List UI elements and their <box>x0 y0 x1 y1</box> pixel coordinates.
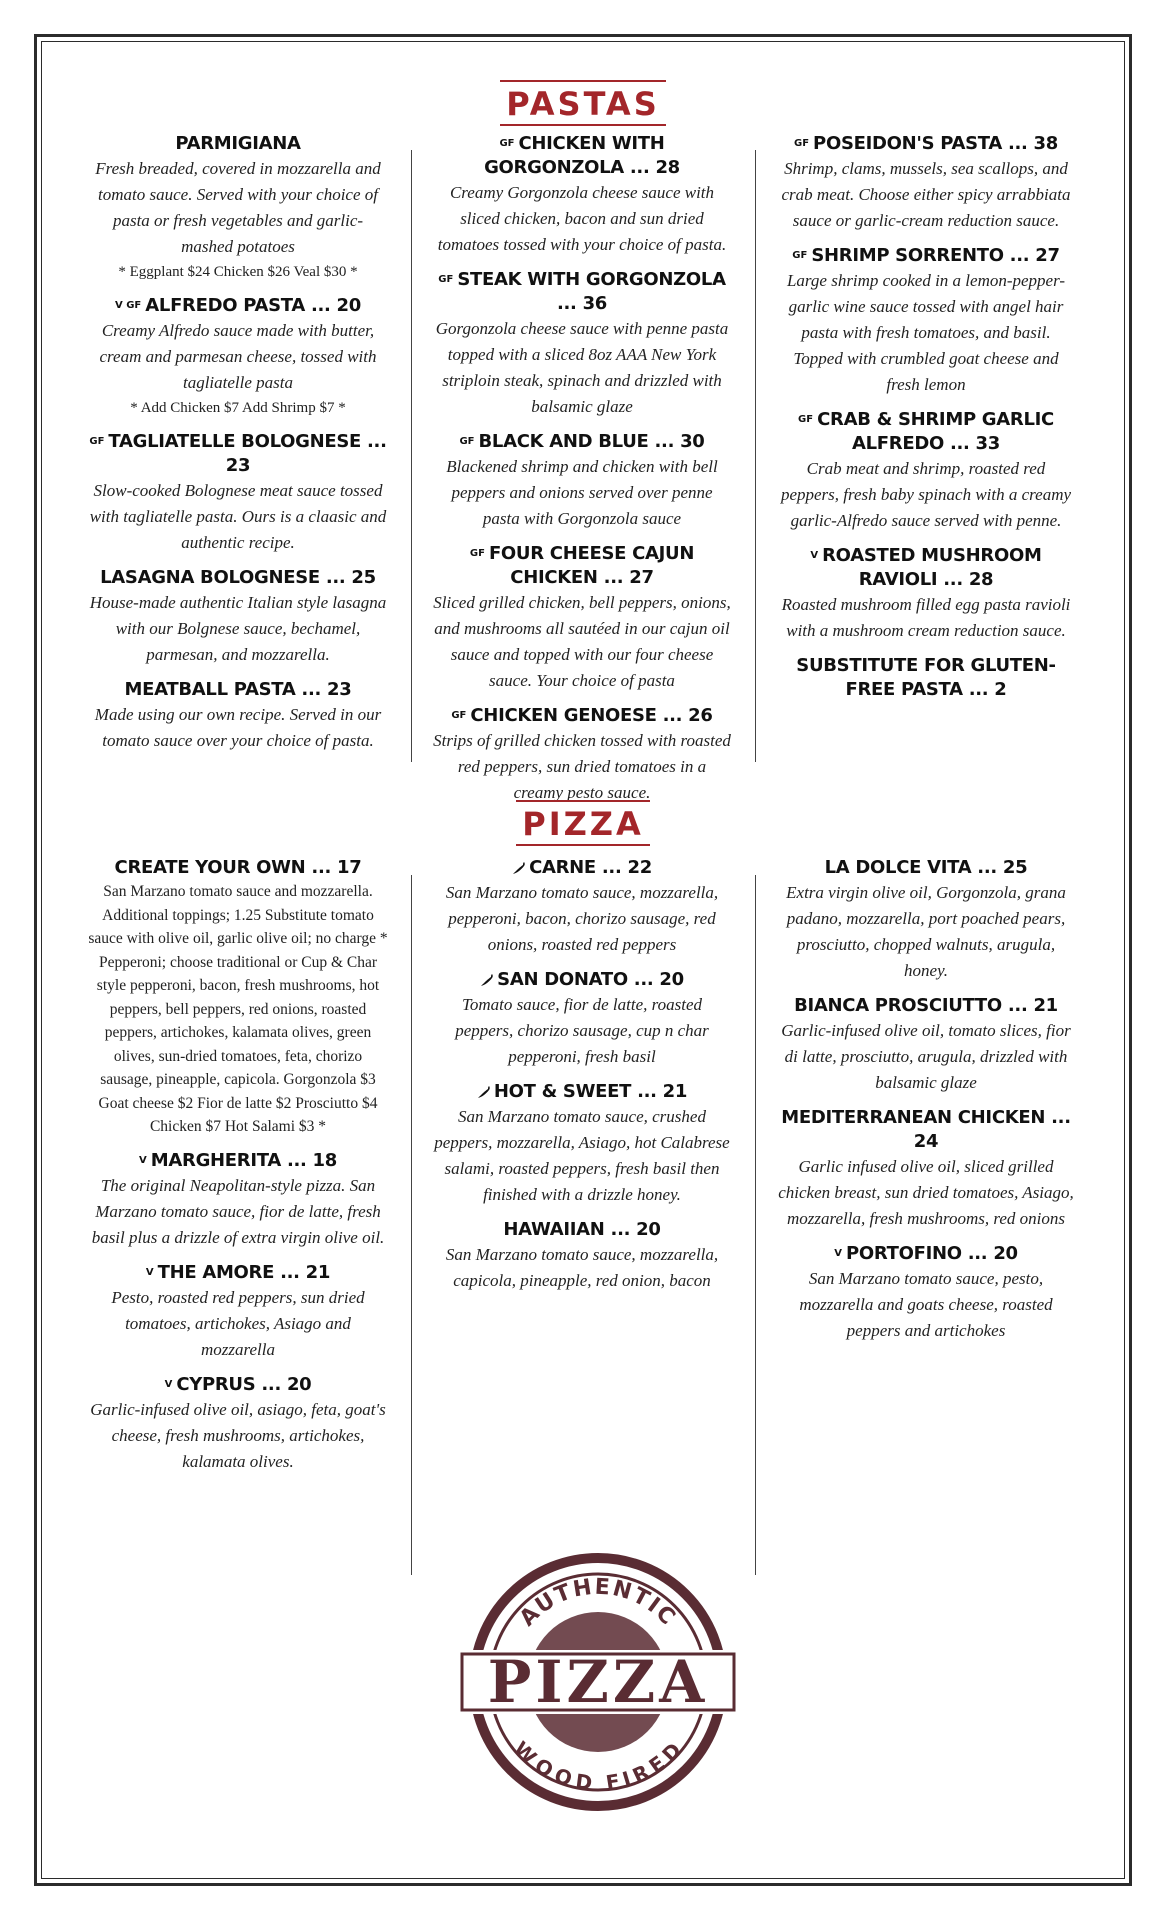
menu-item-title <box>776 408 1076 456</box>
menu-item-details: San Marzano tomato sauce and mozzarella. Additional toppings; 1.25 Substitute tomato sauce with olive oil, garlic olive oil; no charge * Pepperoni; choose traditional or Cup & Char style pepperoni, bacon, fresh mushrooms, hot peppers, bell peppers, red onions, roasted peppers, artichokes, kalamata olives, green olives, sun-dried tomatoes, feta, chorizo sausage, pineapple, capicola. Gorgonzola $3 Goat cheese $2 Fior de latte $2 Prosciutto $4 Chicken $7 Hot Salami $3 * <box>88 883 388 1135</box>
dietary-tag: GF <box>438 274 454 285</box>
dietary-tag: GF <box>798 414 814 425</box>
menu-item-name: MEDITERRANEAN CHICKEN ... 24 <box>781 1107 1071 1152</box>
menu-item-name: ALFREDO PASTA ... 20 <box>145 295 361 316</box>
menu-item-title <box>88 1261 388 1285</box>
column-divider <box>755 150 756 762</box>
pastas-column-3 <box>776 132 1076 712</box>
menu-item-description: The original Neapolitan-style pizza. San Marzano tomato sauce, fior de latte, fresh basil plus a drizzle of extra virgin olive oil. <box>91 1175 385 1247</box>
column-divider <box>755 875 756 1575</box>
menu-item-title <box>776 132 1076 156</box>
menu-item-title <box>432 542 732 590</box>
menu-item-title <box>776 856 1076 880</box>
dietary-tag: GF <box>89 436 105 447</box>
menu-item-title <box>432 268 732 316</box>
dietary-tag: GF <box>792 250 808 261</box>
menu-item-name: CHICKEN WITH GORGONZOLA ... 28 <box>484 133 680 178</box>
menu-item <box>88 1261 388 1363</box>
menu-item-name: THE AMORE ... 21 <box>157 1261 331 1283</box>
menu-item <box>88 1373 388 1475</box>
menu-item-title <box>88 1373 388 1397</box>
column-divider <box>411 875 412 1575</box>
menu-item <box>432 542 732 694</box>
menu-item-title <box>776 654 1076 702</box>
menu-item-description: Creamy Alfredo sauce made with butter, cream and parmesan cheese, tossed with tagliatelle pasta <box>99 321 377 392</box>
menu-item <box>432 132 732 258</box>
dietary-tag: V <box>145 1266 154 1278</box>
menu-item-title <box>776 544 1076 592</box>
menu-item-title <box>776 994 1076 1018</box>
menu-item-description: Extra virgin olive oil, Gorgonzola, grana padano, mozzarella, port poached pears, prosciutto, chopped walnuts, arugula, honey. <box>786 883 1066 980</box>
menu-item-description: Garlic infused olive oil, sliced grilled chicken breast, sun dried tomatoes, Asiago, mozzarella, fresh mushrooms, red onions <box>778 1157 1074 1228</box>
menu-item-name: HOT & SWEET ... 21 <box>493 1081 688 1102</box>
menu-item-name: CREATE YOUR OWN ... 17 <box>114 857 362 878</box>
menu-item-description: House-made authentic Italian style lasagna with our Bolgnese sauce, bechamel, parmesan, and mozzarella. <box>89 593 387 664</box>
pastas-heading: PASTAS <box>0 80 1166 126</box>
menu-item-title <box>776 1242 1076 1266</box>
menu-item-title <box>432 968 732 992</box>
menu-item-title <box>88 294 388 318</box>
menu-item-description: Pesto, roasted red peppers, sun dried tomatoes, artichokes, Asiago and mozzarella <box>111 1287 365 1359</box>
dietary-tag: GF <box>794 138 810 149</box>
menu-item <box>432 856 732 958</box>
menu-item-name: ROASTED MUSHROOM RAVIOLI ... 28 <box>822 545 1042 590</box>
menu-item-name: PORTOFINO ... 20 <box>845 1243 1018 1264</box>
menu-item <box>776 244 1076 398</box>
menu-item-description: Creamy Gorgonzola cheese sauce with sliced chicken, bacon and sun dried tomatoes tossed with your choice of pasta. <box>437 183 727 254</box>
menu-item-name: TAGLIATELLE BOLOGNESE ... 23 <box>108 431 387 476</box>
menu-item-note: * Add Chicken $7 Add Shrimp $7 * <box>130 400 346 416</box>
menu-item-name: SHRIMP SORRENTO ... 27 <box>811 245 1060 266</box>
menu-item-name: CYPRUS ... 20 <box>176 1373 312 1395</box>
menu-item-description: San Marzano tomato sauce, mozzarella, pepperoni, bacon, chorizo sausage, red onions, roasted red peppers <box>445 883 719 954</box>
menu-item-description: Shrimp, clams, mussels, sea scallops, and crab meat. Choose either spicy arrabbiata sauce or garlic-cream reduction sauce. <box>781 159 1071 230</box>
menu-item <box>432 1218 732 1294</box>
menu-item-description: San Marzano tomato sauce, pesto, mozzarella and goats cheese, roasted peppers and artichokes <box>799 1269 1053 1340</box>
menu-item <box>776 994 1076 1096</box>
menu-item-title <box>432 430 732 454</box>
menu-item <box>776 856 1076 984</box>
menu-item <box>432 1080 732 1208</box>
column-divider <box>411 150 412 762</box>
dietary-tag: V <box>139 1154 147 1166</box>
menu-item-name: FOUR CHEESE CAJUN CHICKEN ... 27 <box>488 543 695 588</box>
menu-item <box>88 294 388 420</box>
menu-item <box>88 430 388 556</box>
menu-item <box>88 678 388 754</box>
dietary-tag: GF <box>459 436 475 447</box>
pizza-column-2 <box>432 856 732 1304</box>
authentic-pizza-logo <box>448 1552 748 1812</box>
menu-item-title <box>88 566 388 590</box>
menu-item <box>432 430 732 532</box>
menu-item-note: * Eggplant $24 Chicken $26 Veal $30 * <box>118 264 358 280</box>
menu-item-title <box>432 1218 732 1242</box>
menu-item-description: Strips of grilled chicken tossed with roasted red peppers, sun dried tomatoes in a creamy pesto sauce. <box>433 731 731 802</box>
logo-top-text: AUTHENTIC <box>515 1574 681 1632</box>
menu-item-description: San Marzano tomato sauce, mozzarella, capicola, pineapple, red onion, bacon <box>445 1245 719 1290</box>
logo-main-text: PIZZA <box>487 1648 709 1716</box>
pizza-column-1 <box>88 856 388 1485</box>
menu-item-title <box>88 132 388 156</box>
dietary-tag: V <box>834 1248 842 1259</box>
menu-item <box>776 1106 1076 1232</box>
dietary-tag: GF <box>469 548 485 559</box>
menu-item-description: Large shrimp cooked in a lemon-pepper-garlic wine sauce tossed with angel hair pasta with fresh tomatoes, and basil. Topped with crumbled goat cheese and fresh lemon <box>786 271 1066 394</box>
pizza-column-3 <box>776 856 1076 1354</box>
menu-item-description: Sliced grilled chicken, bell peppers, onions, and mushrooms all sautéed in our cajun oil sauce and topped with our four cheese sauce. Your choice of pasta <box>433 593 731 690</box>
menu-item-name: MEATBALL PASTA ... 23 <box>124 679 352 700</box>
menu-item-name: BLACK AND BLUE ... 30 <box>478 431 705 452</box>
menu-item-title <box>432 132 732 180</box>
chili-pepper-icon <box>480 973 494 987</box>
menu-item <box>776 408 1076 534</box>
menu-item-name: POSEIDON'S PASTA ... 38 <box>813 133 1058 154</box>
menu-item-title <box>432 704 732 728</box>
menu-item-title <box>432 1080 732 1104</box>
menu-item-description: Gorgonzola cheese sauce with penne pasta topped with a sliced 8oz AAA New York striploin steak, spinach and drizzled with balsamic glaze <box>435 319 729 416</box>
menu-item-name: STEAK WITH GORGONZOLA ... 36 <box>457 269 726 314</box>
dietary-tag: GF <box>451 710 467 721</box>
menu-item-name: BIANCA PROSCIUTTO ... 21 <box>794 995 1058 1016</box>
pastas-column-2 <box>432 132 732 816</box>
menu-item-description: Tomato sauce, fior de latte, roasted peppers, chorizo sausage, cup n char pepperoni, fresh basil <box>455 995 709 1066</box>
menu-item-name: CRAB & SHRIMP GARLIC ALFREDO ... 33 <box>817 409 1054 454</box>
pizza-logo-icon <box>448 1552 748 1812</box>
menu-item-description: Made using our own recipe. Served in our tomato sauce over your choice of pasta. <box>94 705 382 750</box>
menu-item <box>88 132 388 284</box>
menu-item-title <box>88 1149 388 1173</box>
menu-item <box>432 704 732 806</box>
pizza-heading: PIZZA <box>0 800 1166 846</box>
menu-item-name: HAWAIIAN ... 20 <box>503 1219 661 1240</box>
menu-item-description: Garlic-infused olive oil, tomato slices, fior di latte, prosciutto, arugula, drizzled with balsamic glaze <box>781 1021 1071 1092</box>
menu-item-title <box>776 244 1076 268</box>
menu-item-description: Blackened shrimp and chicken with bell peppers and onions served over penne pasta with Gorgonzola sauce <box>446 457 718 528</box>
menu-item-name: LA DOLCE VITA ... 25 <box>824 857 1028 878</box>
chili-pepper-icon <box>477 1085 491 1099</box>
menu-item <box>432 268 732 420</box>
menu-item-name: LASAGNA BOLOGNESE ... 25 <box>100 567 376 588</box>
menu-item-title <box>432 856 732 880</box>
menu-item <box>432 968 732 1070</box>
menu-item <box>776 132 1076 234</box>
menu-item <box>776 544 1076 644</box>
menu-item-description: Roasted mushroom filled egg pasta ravioli with a mushroom cream reduction sauce. <box>781 595 1071 640</box>
menu-item-name: CARNE ... 22 <box>529 857 652 878</box>
menu-item-title <box>88 856 388 880</box>
menu-item-name: MARGHERITA ... 18 <box>150 1149 337 1171</box>
logo-bottom-text: WOOD FIRED <box>508 1736 688 1796</box>
menu-item-title <box>776 1106 1076 1154</box>
menu-item-name: SAN DONATO ... 20 <box>497 969 684 990</box>
menu-item-title <box>88 678 388 702</box>
menu-item-name: SUBSTITUTE FOR GLUTEN-FREE PASTA ... 2 <box>796 655 1056 700</box>
menu-item-title <box>88 430 388 478</box>
menu-item-description: San Marzano tomato sauce, crushed peppers, mozzarella, Asiago, hot Calabrese salami, roasted peppers, fresh basil then finished with a drizzle honey. <box>434 1107 730 1204</box>
menu-item <box>776 1242 1076 1344</box>
dietary-tag: V <box>164 1378 173 1390</box>
menu-item <box>88 856 388 1139</box>
dietary-tag: V <box>810 550 819 561</box>
chili-pepper-icon <box>512 861 526 875</box>
menu-item <box>88 566 388 668</box>
menu-item-name: PARMIGIANA <box>175 133 301 154</box>
menu-item-description: Fresh breaded, covered in mozzarella and tomato sauce. Served with your choice of pasta or fresh vegetables and garlic-mashed potatoes <box>95 159 381 256</box>
pastas-column-1 <box>88 132 388 764</box>
menu-item <box>776 654 1076 702</box>
dietary-tag: GF <box>499 138 515 149</box>
menu-item-name: CHICKEN GENOESE ... 26 <box>470 705 713 726</box>
menu-item-description: Slow-cooked Bolognese meat sauce tossed with tagliatelle pasta. Ours is a claasic and authentic recipe. <box>89 481 387 552</box>
menu-item-description: Garlic-infused olive oil, asiago, feta, goat's cheese, fresh mushrooms, artichokes, kalamata olives. <box>90 1399 386 1471</box>
menu-item <box>88 1149 388 1251</box>
dietary-tag: V GF <box>115 300 142 311</box>
menu-item-description: Crab meat and shrimp, roasted red peppers, fresh baby spinach with a creamy garlic-Alfredo sauce served with penne. <box>780 459 1072 530</box>
